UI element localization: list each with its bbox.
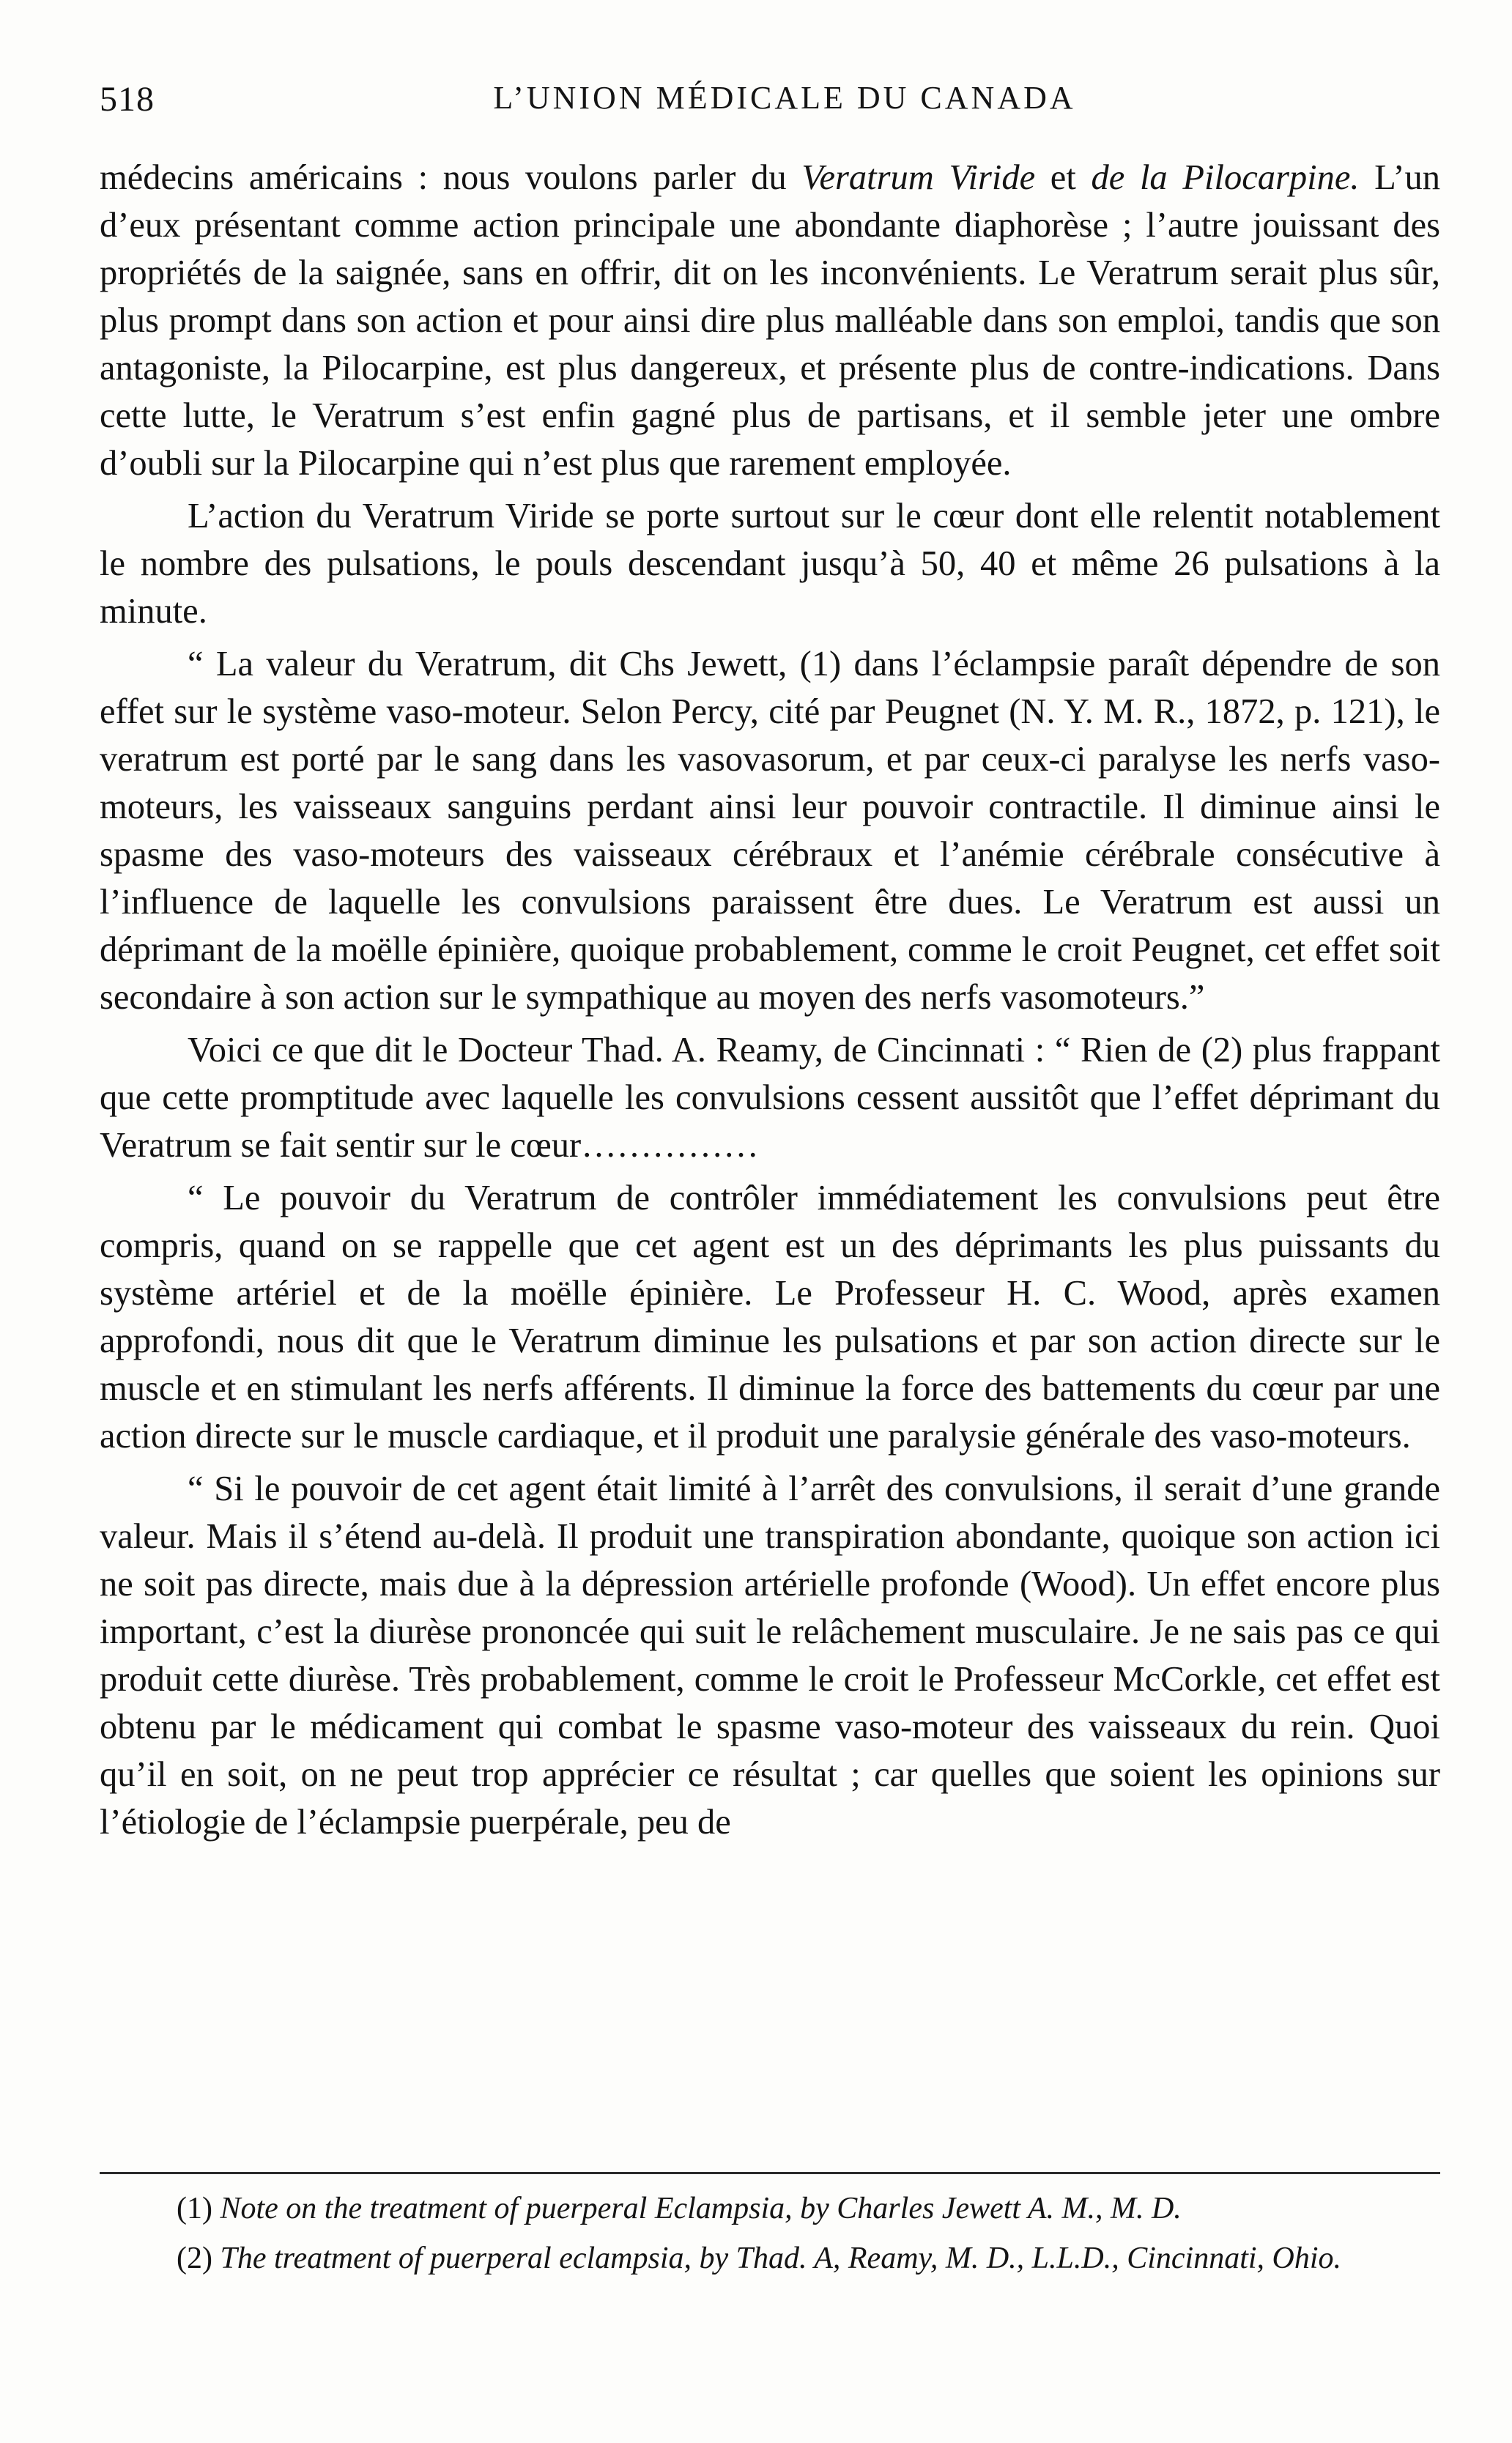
- footnote-2-mark: (2): [177, 2242, 212, 2275]
- running-title: L’UNION MÉDICALE DU CANADA: [493, 80, 1076, 116]
- drug-name-pilocarpine: de la Pilocarpine.: [1091, 158, 1360, 197]
- paragraph-4: Voici ce que dit le Docteur Thad. A. Reamy, de Cincinnati : “ Rien de (2) plus frappant que cette promptitude avec laquelle les convulsions cessent aussitôt que l’effet déprimant du Veratrum se fait sentir sur le cœur……………: [100, 1031, 1440, 1165]
- paragraph-1-text-e: L’un d’eux présentant comme action principale une abondante diaphorèse ; l’autre jouissant des propriétés de la saignée, sans en offrir, dit on les inconvénients. Le Veratrum serait plus sûr, plus prompt dans son action et pour ainsi dire plus malléable dans son emploi, tandis que son antagoniste, la Pilocarpine, est plus dangereux, et présente plus de contre-indications. Dans cette lutte, le Veratrum s’est enfin gagné plus de partisans, et il semble jeter une ombre d’oubli sur la Pilocarpine qui n’est plus que rarement employée.: [100, 158, 1440, 483]
- page-number: 518: [100, 80, 155, 119]
- paragraph-1-text-a: médecins américains : nous voulons parler du: [100, 158, 802, 197]
- drug-name-veratrum: Veratrum Viride: [801, 158, 1036, 197]
- page-header: [100, 79, 1440, 130]
- body-text: [100, 154, 1440, 1851]
- footnote-1: [100, 2187, 1440, 2231]
- footnotes: [100, 2187, 1440, 2286]
- footnote-1-text: Note on the treatment of puerperal Eclampsia, by Charles Jewett A. M., M. D.: [212, 2192, 1182, 2225]
- paragraph-3: “ La valeur du Veratrum, dit Chs Jewett, (1) dans l’éclampsie paraît dépendre de son effet sur le système vaso-moteur. Selon Percy, cité par Peugnet (N. Y. M. R., 1872, p. 121), le veratrum est porté par le sang dans les vasovasorum, et par ceux-ci paralyse les nerfs vaso-moteurs, les vaisseaux sanguins perdant ainsi leur pouvoir contractile. Il diminue ainsi le spasme des vaso-moteurs des vaisseaux cérébraux et l’anémie cérébrale consécutive à l’influence de laquelle les convulsions paraissent être dues. Le Veratrum est aussi un déprimant de la moëlle épinière, quoique probablement, comme le croit Peugnet, cet effet soit secondaire à son action sur le sympathique au moyen des nerfs vasomoteurs.”: [100, 645, 1440, 1017]
- footnote-2-text: The treatment of puerperal eclampsia, by Thad. A, Reamy, M. D., L.L.D., Cincinnati, Ohio.: [212, 2242, 1342, 2275]
- footnote-divider: [100, 2172, 1440, 2174]
- paragraph-2: L’action du Veratrum Viride se porte surtout sur le cœur dont elle relentit notablement le nombre des pulsations, le pouls descendant jusqu’à 50, 40 et même 26 pulsations à la minute.: [100, 497, 1440, 631]
- paragraph-1-text-c: et: [1035, 158, 1092, 197]
- paragraph-1: [100, 154, 1440, 487]
- footnote-2: [100, 2236, 1440, 2280]
- footnote-1-mark: (1): [177, 2192, 212, 2225]
- paragraph-6: “ Si le pouvoir de cet agent était limité à l’arrêt des convulsions, il serait d’une grande valeur. Mais il s’étend au-delà. Il produit une transpiration abondante, quoique son action ici ne soit pas directe, mais due à la dépression artérielle profonde (Wood). Un effet encore plus important, c’est la diurèse prononcée qui suit le relâchement musculaire. Je ne sais pas ce qui produit cette diurèse. Très probablement, comme le croit le Professeur McCorkle, cet effet est obtenu par le médicament qui combat le spasme vaso-moteur des vaisseaux du rein. Quoi qu’il en soit, on ne peut trop apprécier ce résultat ; car quelles que soient les opinions sur l’étiologie de l’éclampsie puerpérale, peu de: [100, 1469, 1440, 1842]
- paragraph-5: “ Le pouvoir du Veratrum de contrôler immédiatement les convulsions peut être compris, quand on se rappelle que cet agent est un des déprimants les plus puissants du système artériel et de la moëlle épinière. Le Professeur H. C. Wood, après examen approfondi, nous dit que le Veratrum diminue les pulsations et par son action directe sur le muscle et en stimulant les nerfs afférents. Il diminue la force des battements du cœur par une action directe sur le muscle cardiaque, et il produit une paralysie générale des vaso-moteurs.: [100, 1179, 1440, 1456]
